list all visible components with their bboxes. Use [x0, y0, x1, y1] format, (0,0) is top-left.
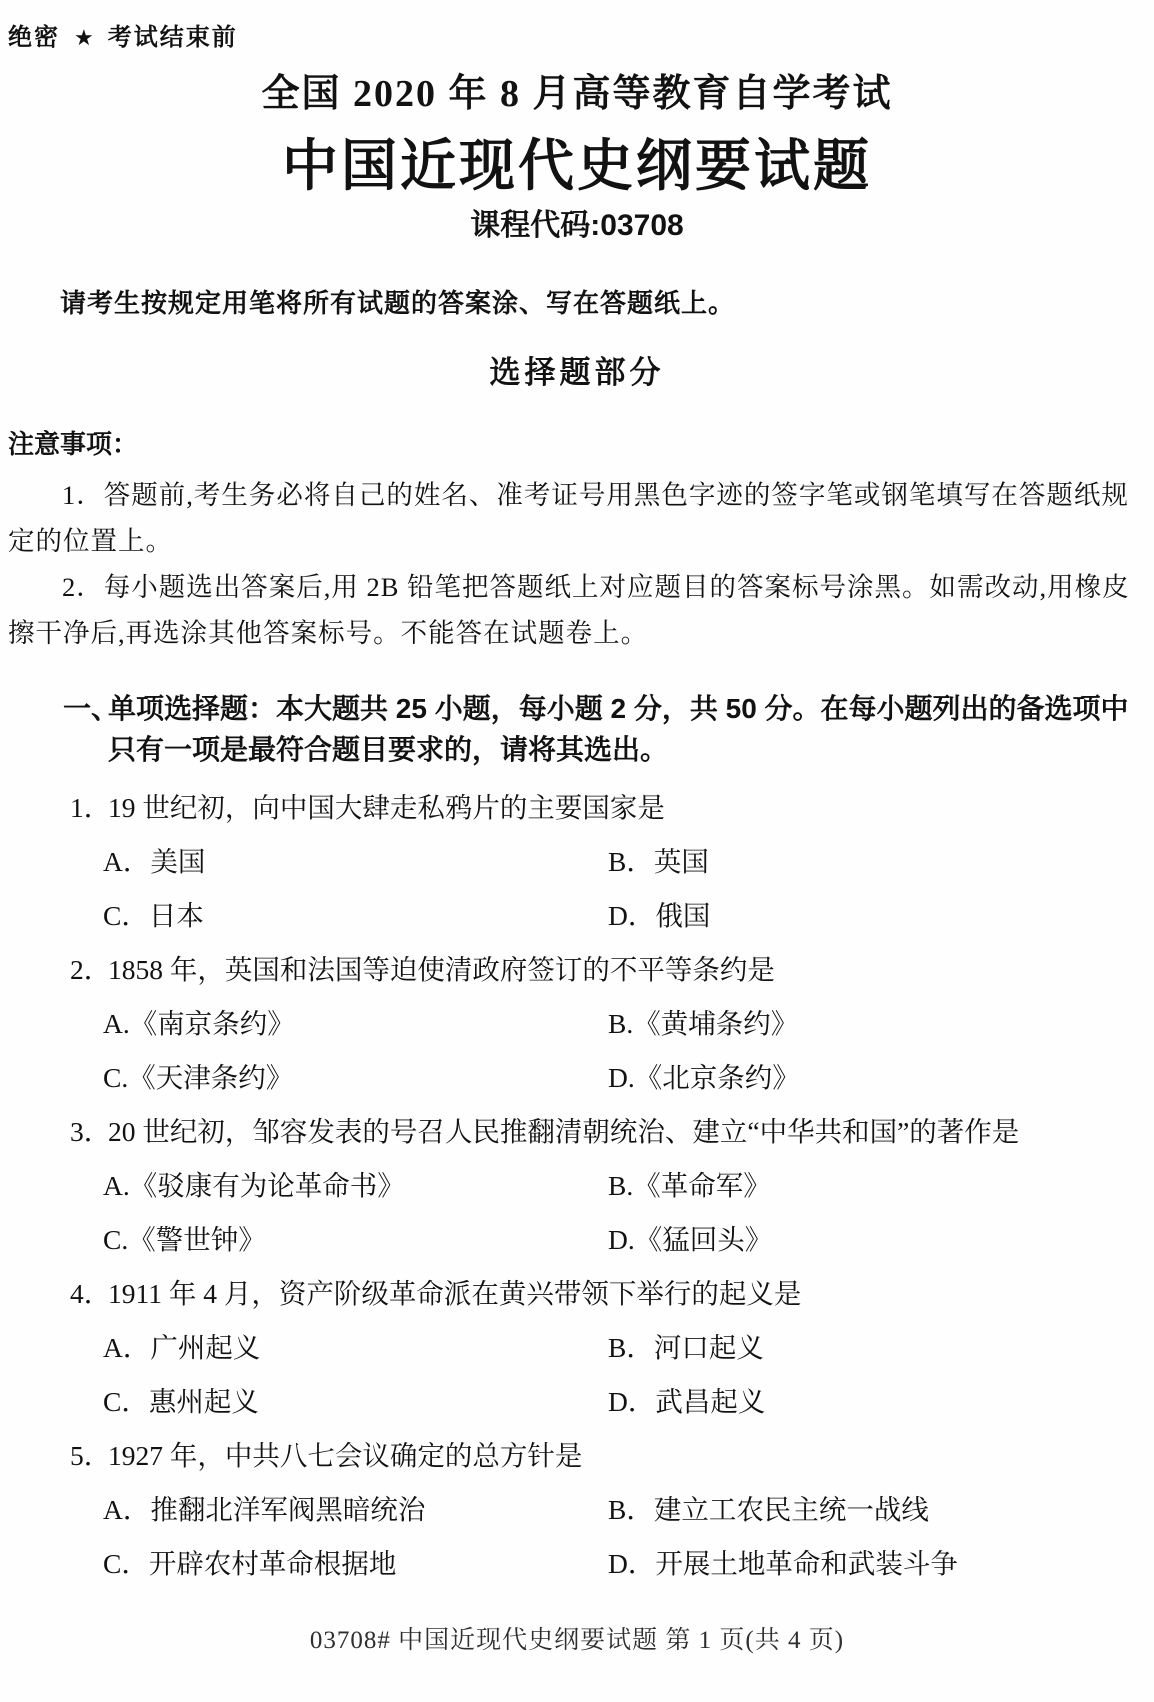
- question-4: [8, 1278, 1146, 1418]
- mc-section-heading-line1: [63, 688, 1146, 729]
- question-options: [103, 986, 1146, 1094]
- question-text: 1858 年，英国和法国等迫使清政府签订的不平等条约是: [108, 954, 775, 985]
- question-stem: [70, 1116, 1146, 1148]
- question-2: [8, 954, 1146, 1094]
- option-b: B．英国: [608, 846, 709, 877]
- question-3: [8, 1116, 1146, 1256]
- note-item-2: 2．每小题选出答案后,用 2B 铅笔把答题纸上对应题目的答案标号涂黑。如需改动,用橡皮擦干净后,再选涂其他答案标号。不能答在试题卷上。: [8, 572, 1130, 648]
- question-number: 3．: [70, 1116, 112, 1147]
- question-text: 1927 年，中共八七会议确定的总方针是: [108, 1440, 583, 1471]
- star-icon: ★: [74, 25, 94, 50]
- option-c: C．开辟农村革命根据地: [103, 1548, 397, 1579]
- classification-level: 绝密: [8, 24, 60, 51]
- mc-section-number: 一、: [63, 693, 120, 724]
- question-text: 1911 年 4 月，资产阶级革命派在黄兴带领下举行的起义是: [108, 1278, 802, 1309]
- question-number: 2．: [70, 954, 112, 985]
- question-stem: [70, 954, 1146, 986]
- option-d: D.《北京条约》: [608, 1062, 800, 1093]
- question-number: 5．: [70, 1440, 112, 1471]
- mc-section-heading-text: 单项选择题：本大题共 25 小题，每小题 2 分，共 50 分。在每小题列出的备选项中: [108, 693, 1129, 724]
- option-c: C.《警世钟》: [103, 1224, 266, 1255]
- question-text: 19 世纪初，向中国大肆走私鸦片的主要国家是: [108, 792, 665, 823]
- note-item-1: 1．答题前,考生务必将自己的姓名、准考证号用黑色字迹的签字笔或钢笔填写在答题纸规定的位置上。: [8, 480, 1129, 556]
- option-b: B.《黄埔条约》: [608, 1008, 799, 1039]
- question-5: [8, 1440, 1146, 1580]
- answer-sheet-instruction: 请考生按规定用笔将所有试题的答案涂、写在答题纸上。: [60, 288, 736, 318]
- mc-section-heading: [63, 688, 1146, 770]
- option-c: C．惠州起义: [103, 1386, 259, 1417]
- question-text: 20 世纪初，邹容发表的号召人民推翻清朝统治、建立“中华共和国”的著作是: [108, 1116, 1020, 1147]
- question-stem: [70, 1440, 1146, 1472]
- option-b: B．河口起义: [608, 1332, 764, 1363]
- question-stem: [70, 792, 1146, 824]
- course-code: 课程代码:03708: [470, 209, 684, 242]
- option-c: C.《天津条约》: [103, 1062, 294, 1093]
- option-a: A．美国: [103, 846, 206, 877]
- notes-heading: 注意事项：: [8, 429, 139, 459]
- option-d: D．武昌起义: [608, 1386, 766, 1417]
- question-1: [8, 792, 1146, 932]
- classification-note: 考试结束前: [107, 24, 238, 51]
- exam-subject-title: 中国近现代史纲要试题: [282, 134, 872, 197]
- option-b: B．建立工农民主统一战线: [608, 1494, 929, 1525]
- question-number: 1．: [70, 792, 112, 823]
- option-d: D．俄国: [608, 900, 711, 931]
- exam-session-title: 全国 2020 年 8 月高等教育自学考试: [261, 73, 893, 115]
- option-a: A．推翻北洋军阀黑暗统治: [103, 1494, 426, 1525]
- mc-section-heading-line2: 只有一项是最符合题目要求的，请将其选出。: [108, 734, 669, 765]
- option-a: A.《驳康有为论革命书》: [103, 1170, 405, 1201]
- classification-banner: [8, 24, 1146, 52]
- section-title-multiple-choice-part: 选择题部分: [489, 355, 665, 390]
- option-a: A．广州起义: [103, 1332, 261, 1363]
- question-number: 4．: [70, 1278, 112, 1309]
- page-footer: 03708# 中国近现代史纲要试题 第 1 页(共 4 页): [309, 1627, 845, 1654]
- option-a: A.《南京条约》: [103, 1008, 295, 1039]
- option-c: C．日本: [103, 900, 204, 931]
- option-d: D.《猛回头》: [608, 1224, 773, 1255]
- question-options: [103, 1472, 1146, 1580]
- question-options: [103, 824, 1146, 932]
- option-d: D．开展土地革命和武装斗争: [608, 1548, 958, 1579]
- option-b: B.《革命军》: [608, 1170, 771, 1201]
- question-options: [103, 1310, 1146, 1418]
- question-options: [103, 1148, 1146, 1256]
- question-stem: [70, 1278, 1146, 1310]
